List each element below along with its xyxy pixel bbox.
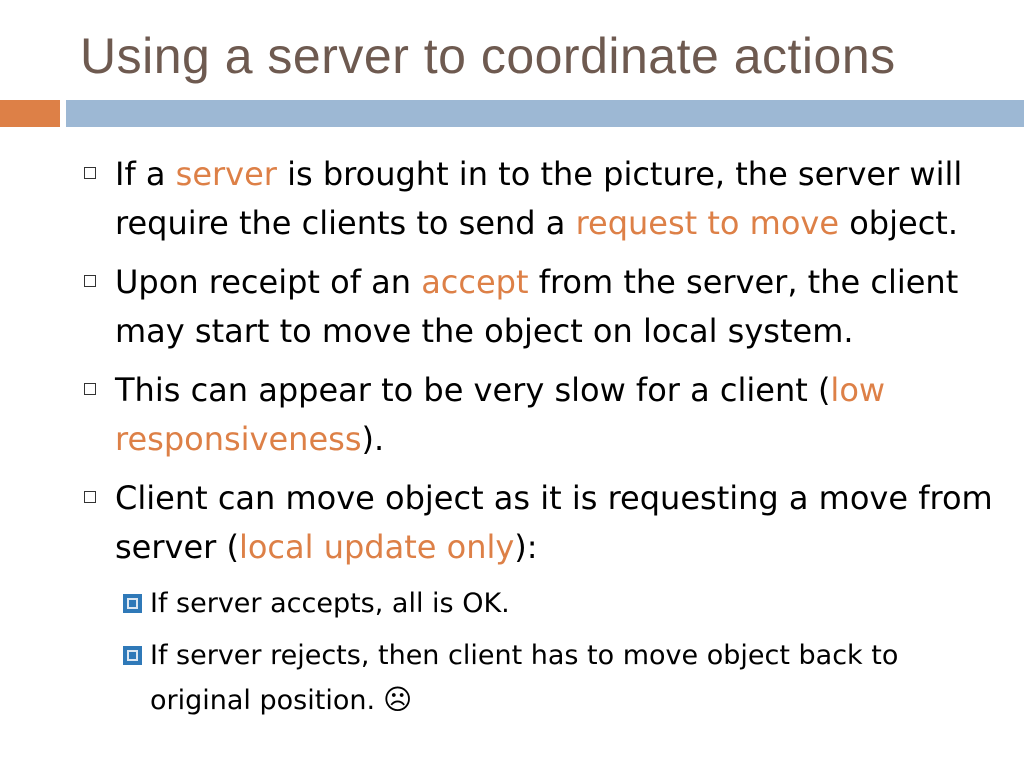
bullet-item-2 [80, 258, 1000, 356]
bullet-text: If a [115, 155, 176, 193]
filled-square-bullet-icon [123, 646, 142, 665]
bullet-item-3 [80, 366, 1000, 464]
title-rule-accent [0, 100, 60, 127]
slide-content [80, 150, 1000, 731]
bullet-text: Upon receipt of an [115, 263, 422, 301]
filled-square-bullet-icon [123, 594, 142, 613]
title-rule [66, 100, 1024, 127]
bullet-text: Client can move object as it is requesting a move from server ( [115, 479, 993, 566]
highlight-text: request to move [575, 204, 840, 242]
bullet-text: is brought in to the picture, the server will require the clients to send a [115, 155, 963, 242]
hollow-square-bullet-icon [84, 167, 96, 179]
bullet-text: object. [839, 204, 958, 242]
sub-bullet-text: If server rejects, then client has to move object back to original position. [150, 640, 899, 716]
bullet-text: ). [361, 420, 385, 458]
hollow-square-bullet-icon [84, 383, 96, 395]
bullet-text: from the server, the client may start to move the object on local system. [115, 263, 959, 350]
bullet-item-1 [80, 150, 1000, 248]
sad-face-icon: ☹ [383, 683, 413, 716]
bullet-text: This can appear to be very slow for a client ( [115, 371, 831, 409]
sub-bullet-item-2 [80, 634, 1000, 723]
hollow-square-bullet-icon [84, 275, 96, 287]
highlight-text: low responsiveness [115, 371, 886, 458]
sub-bullet-text: If server accepts, all is OK. [150, 588, 510, 619]
bullet-item-4 [80, 474, 1000, 572]
highlight-text: server [175, 155, 277, 193]
slide-title: Using a server to coordinate actions [80, 28, 896, 84]
bullet-text: ): [514, 528, 538, 566]
highlight-text: local update only [238, 528, 515, 566]
sub-bullet-item-1 [80, 582, 1000, 626]
highlight-text: accept [421, 263, 529, 301]
hollow-square-bullet-icon [84, 491, 96, 503]
